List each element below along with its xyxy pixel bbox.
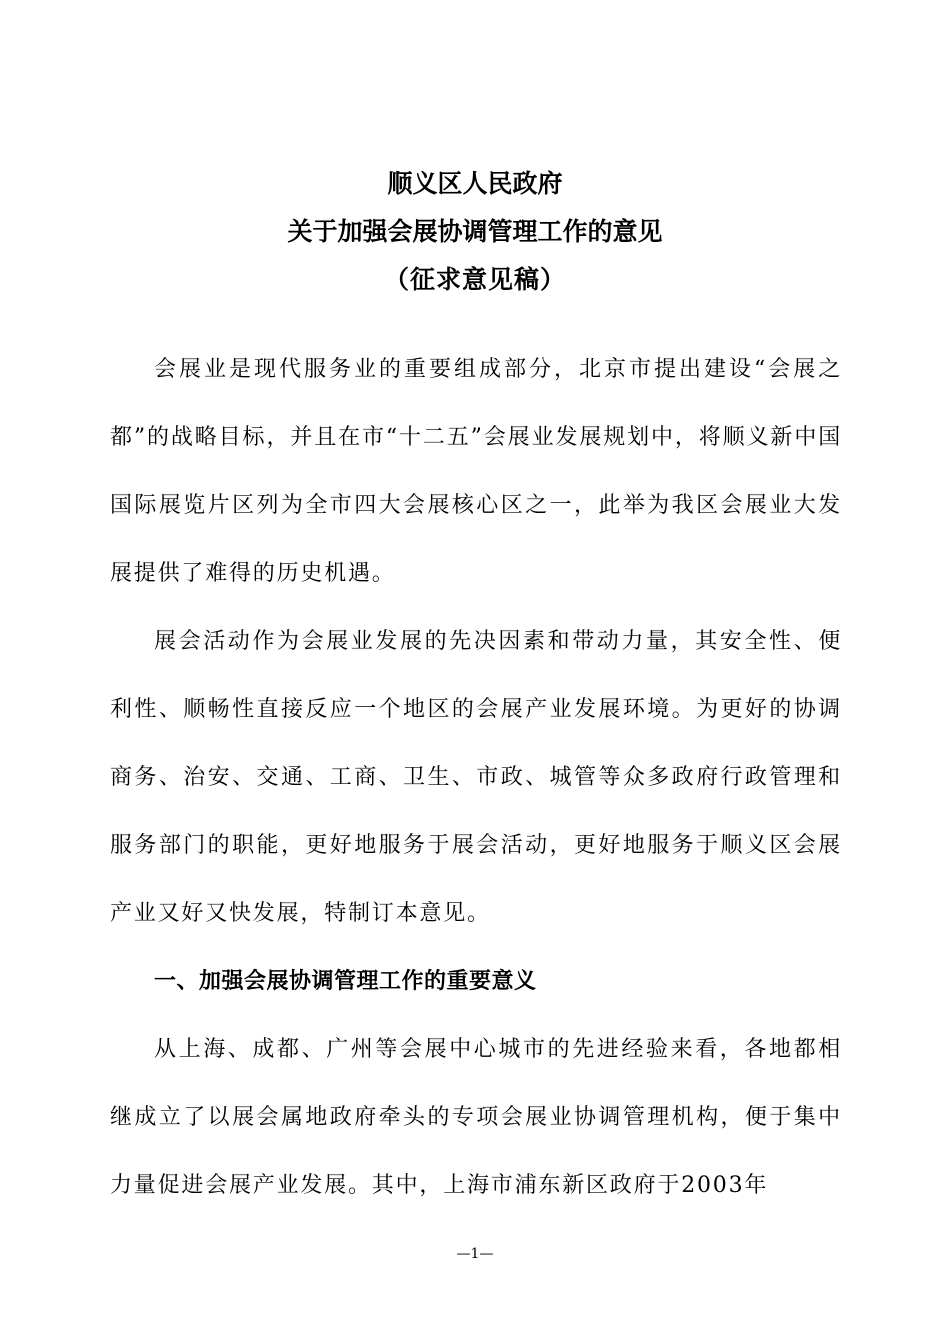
- page-number: —1—: [456, 1246, 494, 1262]
- paragraph-section-one: 从上海、成都、广州等会展中心城市的先进经验来看，各地都相继成立了以展会属地政府牵头的专项会展业协调管理机构，便于集中力量促进会展产业发展。其中，上海市浦东新区政府于2003年: [110, 1037, 842, 1198]
- title-draft-note: （征求意见稿）: [383, 265, 566, 294]
- document-title: [0, 160, 950, 304]
- paragraph-intro: 会展业是现代服务业的重要组成部分，北京市提出建设“会展之都”的战略目标，并且在市“十二五”会展业发展规划中，将顺义新中国国际展览片区列为全市四大会展核心区之一，此举为我区会展业大发展提供了难得的历史机遇。: [110, 357, 842, 586]
- section-heading: 一、加强会展协调管理工作的重要意义: [154, 969, 537, 994]
- title-subject: 关于加强会展协调管理工作的意见: [287, 217, 663, 246]
- document-body: [110, 336, 842, 1220]
- paragraph-purpose: 展会活动作为会展业发展的先决因素和带动力量，其安全性、便利性、顺畅性直接反应一个地区的会展产业发展环境。为更好的协调商务、治安、交通、工商、卫生、市政、城管等众多政府行政管理和服务部门的职能，更好地服务于展会活动，更好地服务于顺义区会展产业又好又快发展，特制订本意见。: [110, 629, 842, 926]
- title-issuer: 顺义区人民政府: [387, 169, 563, 198]
